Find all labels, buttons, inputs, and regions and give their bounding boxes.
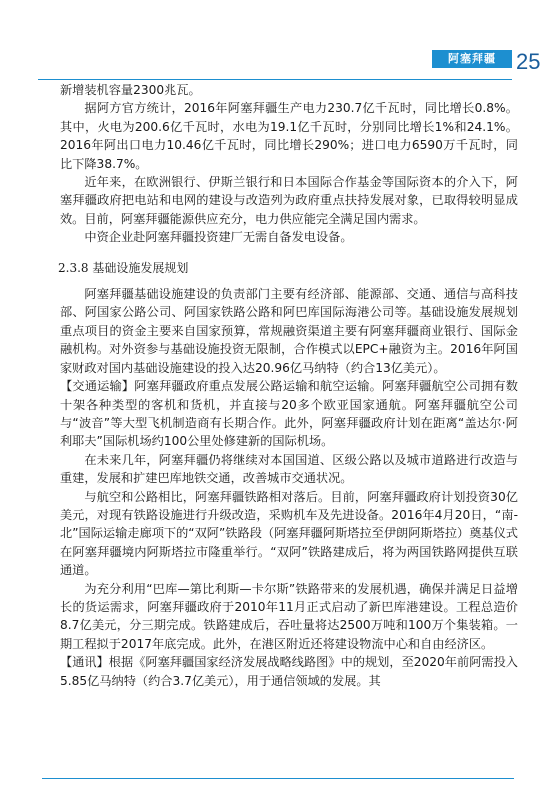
paragraph-communications: 【通讯】根据《阿塞拜疆国家经济发展战略线路图》中的规划，至2020年前阿需投入5.85亿马纳特（约合3.7亿美元），用于通信领域的发展。其 — [60, 655, 518, 688]
page-body — [60, 81, 518, 690]
paragraph-roads: 在未来几年，阿塞拜疆仍将继续对本国国道、区级公路以及城市道路进行改造与重建，发展和扩建巴库地铁交通，改善城市交通状况。 — [60, 452, 518, 486]
section-heading: 2.3.8 基础设施发展规划 — [58, 260, 189, 275]
paragraph-port: 为充分利用“巴库—第比利斯—卡尔斯”铁路带来的发展机遇，确保并满足日益增长的货运需求，阿塞拜疆政府于2010年11月正式启动了新巴库港建设。工程总造价8.7亿美元，分三期完成。铁路建成后，吞吐量将达2500万吨和100万个集装箱。一期工程拟于2017年底完成。此外，在港区附近还将建设物流中心和自由经济区。 — [60, 581, 518, 651]
paragraph-transport: 【交通运输】阿塞拜疆政府重点发展公路运输和航空运输。阿塞拜疆航空公司拥有数十架各种类型的客机和货机，并直接与20多个欧亚国家通航。阿塞拜疆航空公司与“波音”等大型飞机制造商有长期合作。此外，阿塞拜疆政府计划在距离“盖达尔·阿利耶夫”国际机场约100公里处修建新的国际机场。 — [60, 379, 518, 449]
header-rule — [38, 79, 512, 80]
paragraph-infrastructure-overview: 阿塞拜疆基础设施建设的负责部门主要有经济部、能源部、交通、通信与高科技部、阿国家公路公司、阿国家铁路公路和阿巴库国际海港公司等。基础设施发展规划重点项目的资金主要来自国家预算，常规融资渠道主要有阿塞拜疆商业银行、国际金融机构。对外资参与基础设施投资无限制，合作模式以EPC+融资为主。2016年阿国家财政对国内基础设施建设的投入达20.96亿马纳特（约合13亿美元）。 — [60, 287, 518, 375]
running-header-title: 阿塞拜疆 — [448, 52, 496, 65]
footer-rule — [42, 778, 514, 779]
page-number: 25 — [516, 49, 541, 74]
paragraph-railways: 与航空和公路相比，阿塞拜疆铁路相对落后。目前，阿塞拜疆政府计划投资30亿美元，对现有铁路设施进行升级改造，采购机车及先进设备。2016年4月20日，“南-北”国际运输走廊项下的“双阿”铁路段（阿塞拜疆阿斯塔拉至伊朗阿斯塔拉）奠基仪式在阿塞拜疆境内阿斯塔拉市隆重举行。“双阿”铁路建成后，将为两国铁路网提供互联通道。 — [60, 489, 518, 578]
paragraph-grid-investment: 近年来，在欧洲银行、伊斯兰银行和日本国际合作基金等国际资本的介入下，阿塞拜疆政府把电站和电网的建设与改造列为政府重点扶持发展对象，已取得较明显成效。目前，阿塞拜疆能源供应充分，电力供应能完全满足国内需求。 — [60, 175, 518, 226]
paragraph-continued: 新增装机容量2300兆瓦。 — [60, 83, 201, 97]
paragraph-power-statistics: 据阿方官方统计，2016年阿塞拜疆生产电力230.7亿千瓦时，同比增长0.8%。其中，火电为200.6亿千瓦时，水电为19.1亿千瓦时，分别同比增长1%和24.1%。2016年阿出口电力10.46亿千瓦时，同比增长290%；进口电力6590万千瓦时，同比下降38.7%。 — [60, 101, 518, 171]
paragraph-generator-note: 中资企业赴阿塞拜疆投资建厂无需自备发电设备。 — [84, 230, 353, 245]
